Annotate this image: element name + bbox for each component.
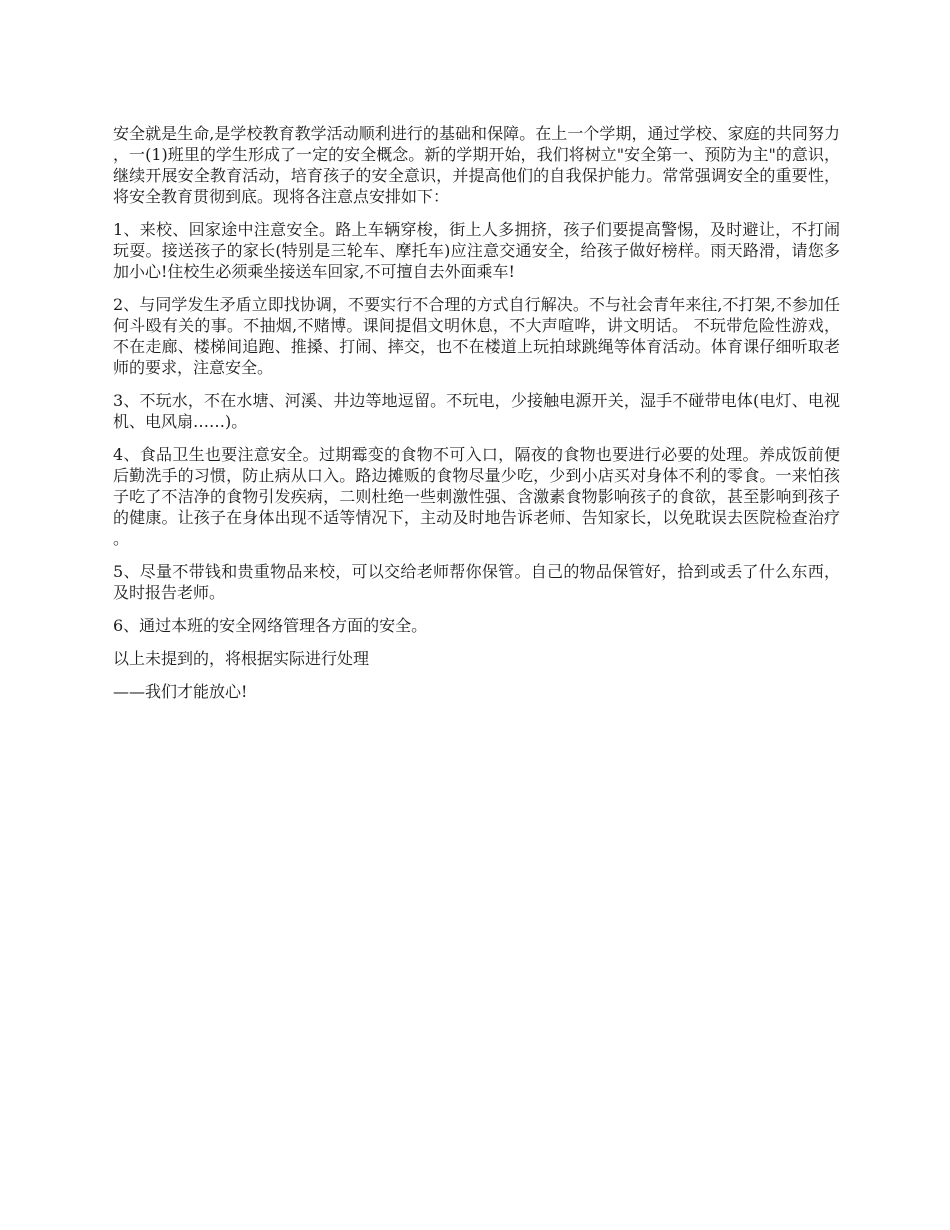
item-1-paragraph: 1、来校、回家途中注意安全。路上车辆穿梭，街上人多拥挤，孩子们要提高警惕，及时避让，不打闹玩耍。接送孩子的家长(特别是三轮车、摩托车)应注意交通安全，给孩子做好榜样。雨天路滑，请您多加小心!住校生必须乘坐接送车回家,不可擅自去外面乘车! [113, 220, 840, 281]
document-body [113, 123, 840, 714]
item-2-paragraph: 2、与同学发生矛盾立即找协调，不要实行不合理的方式自行解决。不与社会青年来往,不打架,不参加任何斗殴有关的事。不抽烟,不赌博。课间提倡文明休息，不大声喧哗，讲文明话。 不玩带危险性游戏，不在走廊、楼梯间追跑、推搡、打闹、摔交，也不在楼道上玩拍球跳绳等体育活动。体育课仔细听取老师的要求，注意安全。 [113, 295, 840, 377]
item-3-paragraph: 3、不玩水，不在水塘、河溪、井边等地逗留。不玩电，少接触电源开关，湿手不碰带电体(电灯、电视机、电风扇……)。 [113, 391, 840, 431]
note-paragraph: 以上未提到的，将根据实际进行处理 [113, 649, 370, 668]
item-4-paragraph: 4、食品卫生也要注意安全。过期霉变的食物不可入口，隔夜的食物也要进行必要的处理。养成饭前便后勤洗手的习惯，防止病从口入。路边摊贩的食物尽量少吃，少到小店买对身体不利的零食。一来怕孩子吃了不洁净的食物引发疾病，二则杜绝一些刺激性强、含激素食物影响孩子的食欲，甚至影响到孩子的健康。让孩子在身体出现不适等情况下，主动及时地告诉老师、告知家长，以免耽误去医院检查治疗。 [113, 445, 840, 548]
item-6-paragraph: 6、通过本班的安全网络管理各方面的安全。 [113, 616, 428, 635]
closing-line: ——我们才能放心! [113, 682, 248, 701]
item-5-paragraph: 5、尽量不带钱和贵重物品来校，可以交给老师帮你保管。自己的物品保管好，拾到或丢了什么东西，及时报告老师。 [113, 562, 840, 602]
intro-paragraph: 安全就是生命,是学校教育教学活动顺利进行的基础和保障。在上一个学期，通过学校、家庭的共同努力，一(1)班里的学生形成了一定的安全概念。新的学期开始，我们将树立"安全第一、预防为主"的意识，继续开展安全教育活动，培育孩子的安全意识，并提高他们的自我保护能力。常常强调安全的重要性，将安全教育贯彻到底。现将各注意点安排如下： [113, 124, 840, 206]
